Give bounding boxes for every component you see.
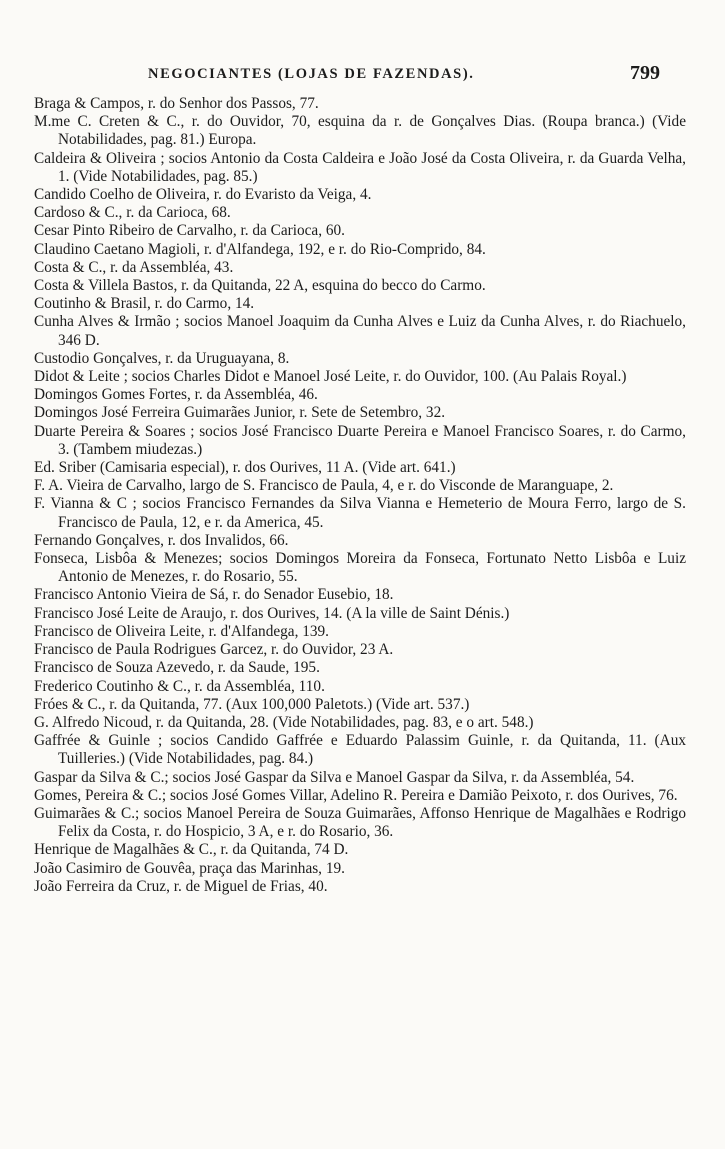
list-item: Didot & Leite ; socios Charles Didot e Manoel José Leite, r. do Ouvidor, 100. (Au Palais Royal.) (34, 368, 627, 386)
list-item: Guimarães & C.; socios Manoel Pereira de Souza Guimarães, Affonso Henrique de Magalhães e Rodrigo Felix da Costa, r. do Hospicio, 3 A, e r. do Rosario, 36. (34, 804, 690, 841)
list-item: Costa & C., r. da Assembléa, 43. (34, 258, 234, 276)
list-item: Domingos José Ferreira Guimarães Junior, r. Sete de Setembro, 32. (34, 404, 446, 422)
list-item: Cesar Pinto Ribeiro de Carvalho, r. da Carioca, 60. (34, 222, 345, 240)
page-number: 799 (630, 62, 660, 84)
list-item: Duarte Pereira & Soares ; socios José Francisco Duarte Pereira e Manoel Francisco Soares, r. do Carmo, 3. (Tambem miudezas.) (34, 422, 690, 458)
entry-list (34, 95, 690, 896)
list-item: Coutinho & Brasil, r. do Carmo, 14. (34, 295, 255, 313)
list-item: Francisco José Leite de Araujo, r. dos Ourives, 14. (A la ville de Saint Dénis.) (34, 604, 510, 622)
list-item: Gaspar da Silva & C.; socios José Gaspar da Silva e Manoel Gaspar da Silva, r. da Assembléa, 54. (34, 768, 635, 786)
list-item: G. Alfredo Nicoud, r. da Quitanda, 28. (Vide Notabilidades, pag. 83, e o art. 548.) (34, 713, 534, 731)
list-item: Cunha Alves & Irmão ; socios Manoel Joaquim da Cunha Alves e Luiz da Cunha Alves, r. do Riachuelo, 346 D. (34, 313, 690, 349)
list-item: Frederico Coutinho & C., r. da Assembléa, 110. (34, 677, 325, 695)
list-item: Francisco de Paula Rodrigues Garcez, r. do Ouvidor, 23 A. (34, 641, 394, 659)
list-item: Gomes, Pereira & C.; socios José Gomes Villar, Adelino R. Pereira e Damião Peixoto, r. dos Ourives, 76. (34, 786, 678, 804)
list-item: Braga & Campos, r. do Senhor dos Passos, 77. (34, 95, 319, 112)
list-item: Cardoso & C., r. da Carioca, 68. (34, 204, 231, 222)
header-title: NEGOCIANTES (LOJAS DE FAZENDAS). (148, 66, 475, 82)
list-item: Francisco de Oliveira Leite, r. d'Alfandega, 139. (34, 622, 329, 640)
list-item: Candido Coelho de Oliveira, r. do Evaristo da Veiga, 4. (34, 186, 372, 204)
list-item: Ed. Sriber (Camisaria especial), r. dos Ourives, 11 A. (Vide art. 641.) (34, 459, 456, 477)
list-item: Henrique de Magalhães & C., r. da Quitanda, 74 D. (34, 841, 349, 859)
list-item: João Casimiro de Gouvêa, praça das Marinhas, 19. (34, 859, 345, 877)
list-item: Fonseca, Lisbôa & Menezes; socios Domingos Moreira da Fonseca, Fortunato Netto Lisbôa e Luiz Antonio de Menezes, r. do Rosario, 55. (34, 550, 689, 586)
list-item: Costa & Villela Bastos, r. da Quitanda, 22 A, esquina do becco do Carmo. (34, 277, 486, 295)
list-item: Francisco Antonio Vieira de Sá, r. do Senador Eusebio, 18. (34, 586, 394, 604)
list-item: Claudino Caetano Magioli, r. d'Alfandega, 192, e r. do Rio-Comprido, 84. (34, 240, 486, 258)
list-item: Gaffrée & Guinle ; socios Candido Gaffrée e Eduardo Palassim Guinle, r. da Quitanda, 11. (Aux Tuilleries.) (Vide Notabilidades, pag. 84.) (34, 732, 690, 768)
list-item: Custodio Gonçalves, r. da Uruguayana, 8. (34, 349, 290, 367)
page-header (0, 62, 725, 90)
list-item: Fernando Gonçalves, r. dos Invalidos, 66. (34, 531, 289, 549)
list-item: M.me C. Creten & C., r. do Ouvidor, 70, esquina da r. de Gonçalves Dias. (Roupa branca.) (Vide Notabilidades, pag. 81.) Europa. (34, 113, 690, 149)
list-item: F. Vianna & C ; socios Francisco Fernandes da Silva Vianna e Hemeterio de Moura Ferro, largo de S. Francisco de Paula, 12, e r. da America, 45. (34, 495, 690, 531)
list-item: João Ferreira da Cruz, r. de Miguel de Frias, 40. (34, 877, 328, 895)
list-item: Domingos Gomes Fortes, r. da Assembléa, 46. (34, 386, 318, 404)
list-item: F. A. Vieira de Carvalho, largo de S. Francisco de Paula, 4, e r. do Visconde de Maranguape, 2. (34, 477, 614, 495)
list-item: Francisco de Souza Azevedo, r. da Saude, 195. (34, 659, 320, 677)
list-item: Fróes & C., r. da Quitanda, 77. (Aux 100,000 Paletots.) (Vide art. 537.) (34, 695, 470, 713)
list-item: Caldeira & Oliveira ; socios Antonio da Costa Caldeira e João José da Costa Oliveira, r. da Guarda Velha, 1. (Vide Notabilidades, pag. 85.) (34, 149, 690, 185)
